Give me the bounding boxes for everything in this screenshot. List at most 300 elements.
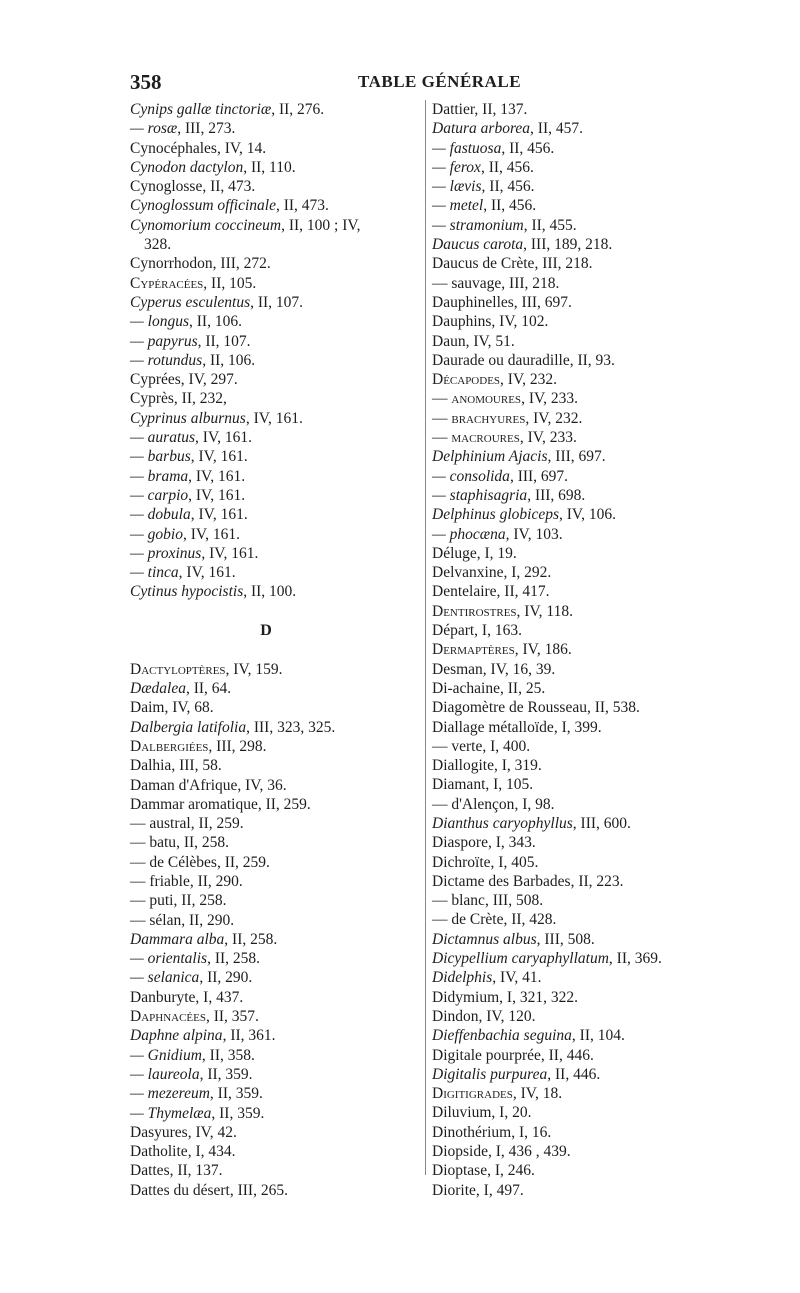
index-entry [432, 216, 782, 235]
index-entry [432, 428, 782, 447]
index-entry [130, 139, 422, 158]
index-entry [130, 216, 422, 235]
entry-term: — brama [130, 467, 189, 485]
entry-term: — Thymelæa [130, 1104, 212, 1122]
entry-reference: , II, 538. [586, 699, 640, 717]
index-entry [432, 930, 782, 949]
index-entry [130, 525, 422, 544]
entry-term: Diluvium [432, 1104, 492, 1122]
index-entry [130, 563, 422, 582]
entry-reference: , II, 290. [181, 911, 235, 929]
index-entry [432, 1103, 782, 1122]
index-entry [432, 525, 782, 544]
index-entry [130, 776, 422, 795]
entry-term: Digitalis purpurea [432, 1065, 548, 1083]
entry-reference: , I, 434. [187, 1143, 236, 1161]
section-letter: D [260, 621, 272, 639]
entry-reference: , III, 697. [513, 293, 572, 311]
entry-term: Déluge [432, 544, 477, 562]
entry-reference: , I, 246. [487, 1162, 535, 1180]
entry-term: Cyprinus alburnus [130, 409, 246, 427]
entry-term: Digitigrades [432, 1085, 513, 1103]
index-entry [130, 447, 422, 466]
index-entry [130, 853, 422, 872]
entry-reference: , II, 107. [197, 332, 251, 350]
entry-term: Diorite [432, 1181, 476, 1199]
entry-reference: , IV, 41. [492, 969, 542, 987]
entry-reference: , II, 457. [530, 120, 583, 138]
entry-reference: , II, 361. [222, 1027, 276, 1045]
entry-term: — de Célèbes [130, 853, 217, 871]
entry-term: Décapodes [432, 371, 501, 389]
entry-reference: , IV, 36. [237, 776, 287, 794]
index-entry [130, 1065, 422, 1084]
entry-term: Dasyures [130, 1123, 188, 1141]
index-entry [432, 1142, 782, 1161]
index-entry [130, 505, 422, 524]
entry-term: Dammara alba [130, 930, 225, 948]
entry-term: Cyprès [130, 390, 174, 408]
entry-term: Dermaptères [432, 641, 515, 659]
entry-term: Cynomorium coccineum [130, 216, 282, 234]
entry-term: Diamant [432, 776, 486, 794]
entry-term: — proxinus [130, 544, 202, 562]
entry-term: — auratus [130, 429, 196, 447]
index-entry [432, 1123, 782, 1142]
entry-reference: , II, 259. [257, 795, 311, 813]
entry-term: — barbus [130, 448, 191, 466]
index-entry [432, 312, 782, 331]
entry-term: Digitale pourprée [432, 1046, 541, 1064]
entry-term: — puti [130, 892, 174, 910]
index-entry [130, 1123, 422, 1142]
index-entry [130, 582, 422, 601]
entry-term: — sélan [130, 911, 182, 929]
entry-term: Dictamnus albus [432, 930, 537, 948]
entry-reference: , II, 232, [173, 390, 227, 408]
index-entry [130, 544, 422, 563]
entry-reference: , II, 105. [203, 274, 257, 292]
entry-reference: , III, 508. [536, 930, 595, 948]
entry-reference: , IV, 14. [216, 139, 267, 157]
index-entry [432, 640, 782, 659]
entry-reference: , II, 290. [199, 969, 253, 987]
index-entry [432, 968, 782, 987]
entry-term: — laureola [130, 1065, 200, 1083]
index-entry [130, 756, 422, 775]
entry-reference: , II, 258. [176, 834, 230, 852]
entry-term: Datura arborea [432, 120, 531, 138]
index-entry [130, 814, 422, 833]
entry-term: Delphinium Ajacis [432, 448, 548, 466]
entry-reference: , III, 323, 325. [246, 718, 336, 736]
entry-term: Départ [432, 622, 475, 640]
index-entry [432, 409, 782, 428]
entry-term: — stramonium [432, 216, 524, 234]
entry-reference: , II, 359. [211, 1104, 265, 1122]
index-entry [432, 177, 782, 196]
entry-reference: , II, 473. [202, 178, 256, 196]
entry-term: Daman d'Afrique [130, 776, 238, 794]
entry-term: — metel [432, 197, 484, 215]
entry-reference: , II, 446. [547, 1065, 601, 1083]
entry-reference: , II, 258. [173, 892, 227, 910]
index-entry [432, 698, 782, 717]
index-entry [130, 718, 422, 737]
entry-term: — selanica [130, 969, 200, 987]
index-entry [130, 949, 422, 968]
index-entry [432, 1007, 782, 1026]
index-entry [432, 891, 782, 910]
entry-term: Danburyte [130, 988, 196, 1006]
entry-term: Delphinus globiceps [432, 506, 559, 524]
entry-term: Dieffenbachia seguina [432, 1027, 572, 1045]
index-entry [130, 293, 422, 312]
index-entry [130, 389, 422, 408]
entry-term: — lævis [432, 178, 482, 196]
entry-term: — batu [130, 834, 177, 852]
entry-term: — mezereum [130, 1085, 210, 1103]
entry-reference: , I, 399. [553, 718, 602, 736]
entry-term: Dammar aromatique [130, 795, 258, 813]
entry-term: Cyprées [130, 371, 181, 389]
index-entry [432, 139, 782, 158]
entry-reference: , I, 16. [511, 1123, 552, 1141]
entry-term: — carpio [130, 486, 189, 504]
entry-term: Cynoglossum officinale [130, 197, 276, 215]
entry-reference: , I, 400. [482, 737, 531, 755]
index-column-left [130, 100, 422, 1200]
entry-reference: , II, 137. [474, 101, 528, 118]
entry-term: Cynoglosse [130, 178, 203, 196]
entry-reference: , IV, 233. [521, 390, 579, 408]
entry-term: Dalbergiées [130, 737, 209, 755]
entry-reference: , II, 456. [481, 178, 535, 196]
entry-reference: , III, 600. [572, 814, 631, 832]
index-entry [130, 467, 422, 486]
entry-term: — fastuosa [432, 139, 502, 157]
entry-reference: , III, 508. [484, 892, 544, 910]
index-entry [432, 910, 782, 929]
index-entry [130, 312, 422, 331]
entry-reference: , II, 358. [201, 1046, 255, 1064]
entry-reference: , II, 357. [205, 1008, 259, 1026]
entry-reference: , IV, 103. [505, 525, 563, 543]
entry-term: — Gnidium [130, 1046, 202, 1064]
index-entry [432, 196, 782, 215]
index-entry [130, 1181, 422, 1200]
entry-reference: , II, 456. [480, 158, 534, 176]
entry-reference: , IV, 16, 39. [482, 660, 556, 678]
entry-reference: , IV, 106. [559, 506, 616, 524]
entry-term: Daim [130, 699, 165, 717]
entry-term: Daucus carota [432, 236, 524, 254]
index-entry [130, 196, 422, 215]
index-entry [432, 1046, 782, 1065]
entry-reference: , IV, 233. [519, 429, 577, 447]
entry-reference: , IV, 297. [180, 371, 238, 389]
index-entry [432, 775, 782, 794]
entry-reference: , II, 456. [501, 139, 555, 157]
entry-term: — anomoures [432, 390, 522, 408]
index-entry [130, 891, 422, 910]
index-entry [432, 447, 782, 466]
index-entry [432, 814, 782, 833]
entry-reference: , IV, 186. [514, 641, 572, 659]
page-number: 358 [130, 70, 162, 94]
entry-term: Dædalea [130, 680, 186, 698]
entry-reference: , IV, 232. [525, 409, 583, 427]
entry-reference: , IV, 161. [245, 409, 303, 427]
entry-term: Dauphinelles [432, 293, 514, 311]
entry-term: Diallogite [432, 757, 494, 775]
index-entry [130, 698, 422, 717]
entry-reference: , II, 456. [483, 197, 537, 215]
index-entry [130, 833, 422, 852]
entry-reference: , I, 105. [485, 776, 534, 794]
entry-reference: , I, 436 , 439. [487, 1143, 571, 1161]
index-entry [130, 911, 422, 930]
entry-reference: , III, 218. [501, 274, 560, 292]
entry-term: Dactyloptères [130, 660, 226, 678]
entry-term: — ferox [432, 158, 481, 176]
entry-term: Dentelaire [432, 583, 497, 601]
entry-reference: , II, 359. [199, 1065, 253, 1083]
index-entry [130, 351, 422, 370]
entry-reference: , III, 698. [527, 486, 586, 504]
entry-term: Didelphis [432, 969, 493, 987]
entry-term: Diopside [432, 1143, 488, 1161]
entry-reference: , I, 343. [487, 834, 536, 852]
index-entry [432, 544, 782, 563]
entry-term: — sauvage [432, 274, 502, 292]
entry-reference: , II, 104. [571, 1027, 625, 1045]
entry-term: Dichroïte [432, 853, 491, 871]
entry-reference: , II, 25. [500, 679, 546, 697]
index-entry [432, 582, 782, 601]
entry-term: Cynorrhodon [130, 255, 213, 273]
entry-term: Daphne alpina [130, 1027, 223, 1045]
entry-term: — macroures [432, 429, 520, 447]
entry-reference: , II, 455. [523, 216, 577, 234]
entry-term: Diaspore [432, 834, 488, 852]
entry-term: — brachyures [432, 409, 526, 427]
entry-reference: , IV, 161. [182, 525, 240, 543]
entry-term: Delvanxine [432, 564, 504, 582]
index-entry [432, 1181, 782, 1200]
entry-term: — phocæna [432, 525, 506, 543]
entry-term: — gobio [130, 525, 183, 543]
index-entry [130, 1046, 422, 1065]
entry-reference: , III, 298. [208, 737, 267, 755]
index-entry [432, 351, 782, 370]
index-entry [432, 467, 782, 486]
entry-reference: , II, 110. [243, 158, 296, 176]
entry-reference: , III, 272. [212, 255, 271, 273]
index-entry [130, 968, 422, 987]
index-entry [130, 486, 422, 505]
entry-term: — tinca [130, 564, 179, 582]
entry-reference: , IV, 120. [478, 1007, 536, 1025]
entry-term: Dinothérium [432, 1123, 512, 1141]
entry-reference: , II, 428. [503, 911, 557, 929]
entry-reference: , I, 163. [474, 622, 522, 640]
entry-reference: , IV, 161. [195, 429, 253, 447]
entry-term: Cyperus esculentus [130, 293, 251, 311]
entry-term: Cynodon dactylon [130, 158, 244, 176]
entry-reference: , I, 19. [476, 544, 517, 562]
entry-reference: , II, 106. [202, 351, 256, 369]
index-entry [432, 756, 782, 775]
entry-reference: , I, 437. [195, 988, 244, 1006]
entry-term: Dioptase [432, 1162, 488, 1180]
entry-term: — staphisagria [432, 486, 528, 504]
entry-term: — orientalis [130, 950, 208, 968]
entry-reference: , II, 290. [189, 872, 243, 890]
index-entry [130, 177, 422, 196]
entry-term: — de Crète [432, 911, 504, 929]
entry-reference: , II, 137. [169, 1162, 223, 1180]
entry-term: Dattier [432, 101, 475, 118]
entry-term: Di-achaine [432, 679, 500, 697]
index-entry [130, 370, 422, 389]
entry-reference: , III, 265. [229, 1181, 288, 1199]
entry-term: Cytinus hypocistis [130, 583, 244, 601]
index-entry [432, 718, 782, 737]
entry-term: — papyrus [130, 332, 198, 350]
entry-term: Dalbergia latifolia [130, 718, 247, 736]
index-entry [432, 389, 782, 408]
index-entry [130, 332, 422, 351]
index-entry [432, 621, 782, 640]
entry-term: Dictame des Barbades [432, 872, 571, 890]
entry-reference: , I, 405. [490, 853, 539, 871]
index-entry [432, 293, 782, 312]
entry-reference: , II, 258. [224, 930, 278, 948]
index-entry [130, 872, 422, 891]
entry-reference: , III, 218. [534, 255, 593, 273]
entry-reference: , IV, 118. [516, 602, 573, 620]
entry-term: Dattes [130, 1162, 170, 1180]
entry-reference: , I, 98. [514, 795, 555, 813]
index-entry [432, 486, 782, 505]
index-entry [130, 158, 422, 177]
entry-term: — dobula [130, 506, 191, 524]
index-entry [432, 737, 782, 756]
entry-reference: , IV, 102. [491, 313, 549, 331]
entry-reference: , II, 369. [608, 950, 662, 968]
entry-term: Cypéracées [130, 274, 204, 292]
entry-reference: , I, 292. [503, 564, 552, 582]
index-entry [130, 100, 422, 119]
index-entry [432, 158, 782, 177]
index-entry [130, 1104, 422, 1123]
index-entry [130, 1026, 422, 1045]
entry-term: Dindon [432, 1007, 479, 1025]
index-entry [432, 833, 782, 852]
section-spacer [130, 602, 422, 612]
entry-term: — d'Alençon [432, 795, 515, 813]
entry-term: — rosæ [130, 120, 178, 138]
entry-reference: , IV, 18. [512, 1085, 563, 1103]
column-divider [425, 100, 426, 1175]
entry-reference: , II, 258. [207, 950, 261, 968]
entry-term: Daun [432, 332, 466, 350]
section-spacer [130, 650, 422, 660]
entry-term: Cynocéphales [130, 139, 217, 157]
index-entry [130, 428, 422, 447]
entry-term: Dattes du désert [130, 1181, 230, 1199]
entry-reference: , I, 497. [475, 1181, 524, 1199]
index-entry [130, 274, 422, 293]
index-entry [130, 988, 422, 1007]
entry-term: Dauphins [432, 313, 492, 331]
entry-reference: , II, 359. [209, 1085, 263, 1103]
entry-term: Daucus de Crète [432, 255, 535, 273]
entry-term: — blanc [432, 892, 485, 910]
index-entry [432, 1065, 782, 1084]
entry-reference: , IV, 232. [500, 371, 558, 389]
index-entry [432, 853, 782, 872]
index-entry [432, 235, 782, 254]
index-entry [432, 332, 782, 351]
entry-reference: , II, 64. [185, 680, 232, 698]
index-entry [130, 1084, 422, 1103]
index-entry [130, 737, 422, 756]
index-entry [130, 409, 422, 428]
entry-reference: , IV, 68. [164, 699, 214, 717]
entry-term: — verte [432, 737, 483, 755]
entry-term: Desman [432, 660, 483, 678]
index-entry [130, 795, 422, 814]
entry-reference: , II, 446. [540, 1046, 594, 1064]
index-entry [130, 1007, 422, 1026]
entry-reference: , IV, 161. [188, 486, 246, 504]
index-entry [130, 119, 422, 138]
entry-term: Cynips gallæ tinctoriæ [130, 101, 272, 118]
entry-reference: , II, 106. [189, 313, 242, 331]
index-entry [432, 872, 782, 891]
index-entry [130, 254, 422, 273]
entry-reference: , I, 20. [491, 1104, 532, 1122]
index-entry [432, 563, 782, 582]
index-entry [432, 1026, 782, 1045]
entry-reference: , IV, 161. [178, 564, 236, 582]
entry-reference: , II, 107. [250, 293, 304, 311]
entry-reference: , III, 697. [547, 448, 606, 466]
entry-term: Datholite [130, 1143, 188, 1161]
entry-term: — friable [130, 872, 190, 890]
index-entry [432, 988, 782, 1007]
entry-reference: , IV, 159. [225, 660, 283, 678]
entry-reference: , II, 223. [570, 872, 624, 890]
index-entry [432, 1161, 782, 1180]
index-entry [432, 254, 782, 273]
entry-term: — austral [130, 815, 191, 833]
index-entry [432, 370, 782, 389]
entry-reference: , II, 276. [271, 101, 325, 118]
entry-reference: , IV, 42. [187, 1123, 237, 1141]
entry-term: Diagomètre de Rousseau [432, 699, 587, 717]
index-entry [432, 795, 782, 814]
entry-reference: , IV, 161. [201, 544, 259, 562]
index-entry [432, 119, 782, 138]
index-column-right [432, 100, 782, 1200]
index-entry [432, 660, 782, 679]
entry-reference: , III, 189, 218. [523, 236, 613, 254]
entry-term: Dentirostres [432, 602, 517, 620]
entry-reference: , I, 321, 322. [499, 988, 578, 1006]
